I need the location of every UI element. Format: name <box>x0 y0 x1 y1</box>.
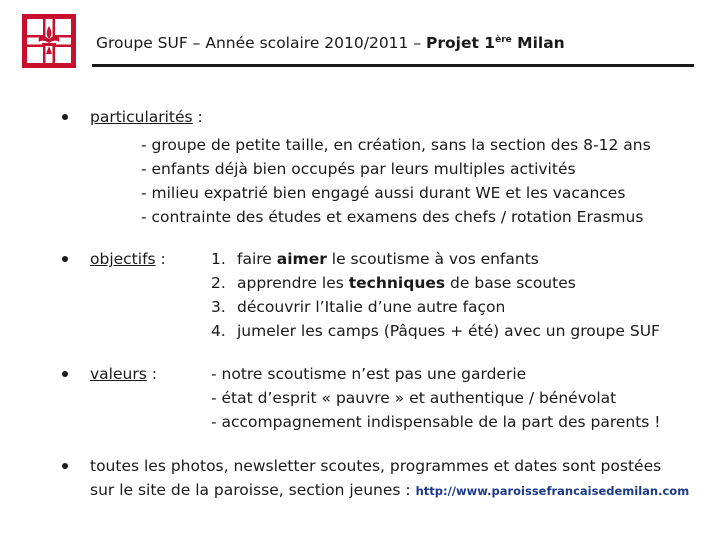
particularites-item: - milieu expatrié bien engagé aussi durant WE et les vacances <box>141 184 626 202</box>
particularites-heading: particularités : <box>90 108 203 126</box>
bullet-particularites <box>62 114 68 120</box>
bullet-photos <box>62 463 68 469</box>
objectif-item: apprendre les techniques de base scoutes <box>237 274 576 292</box>
slide-title <box>96 34 565 52</box>
objectif-number: 2. <box>211 274 226 292</box>
particularites-item: - contrainte des études et examens des chefs / rotation Erasmus <box>141 208 644 226</box>
particularites-item: - enfants déjà bien occupés par leurs multiples activités <box>141 160 576 178</box>
objectifs-heading: objectifs : <box>90 250 166 268</box>
photos-line-2: sur le site de la paroisse, section jeunes : http://www.paroissefrancaisedemilan.com <box>90 481 690 499</box>
objectif-item: découvrir l’Italie d’une autre façon <box>237 298 506 316</box>
title-project: Projet 1ère Milan <box>426 34 565 52</box>
bullet-objectifs <box>62 256 68 262</box>
particularites-item: - groupe de petite taille, en création, sans la section des 8-12 ans <box>141 136 651 154</box>
objectif-number: 1. <box>211 250 226 268</box>
paroisse-website-link[interactable]: http://www.paroissefrancaisedemilan.com <box>415 484 690 498</box>
scout-cross-logo-icon <box>22 14 76 68</box>
valeurs-heading: valeurs : <box>90 365 157 383</box>
title-prefix: Groupe SUF – Année scolaire 2010/2011 – <box>96 34 427 52</box>
bullet-valeurs <box>62 371 68 377</box>
objectif-item: jumeler les camps (Pâques + été) avec un groupe SUF <box>237 322 660 340</box>
valeurs-item: - notre scoutisme n’est pas une garderie <box>211 365 527 383</box>
objectif-number: 4. <box>211 322 226 340</box>
title-divider <box>92 64 694 67</box>
photos-line-1: toutes les photos, newsletter scoutes, programmes et dates sont postées <box>90 457 662 475</box>
objectif-item: faire aimer le scoutisme à vos enfants <box>237 250 539 268</box>
valeurs-item: - état d’esprit « pauvre » et authentique / bénévolat <box>211 389 617 407</box>
valeurs-item: - accompagnement indispensable de la part des parents ! <box>211 413 661 431</box>
objectif-number: 3. <box>211 298 226 316</box>
